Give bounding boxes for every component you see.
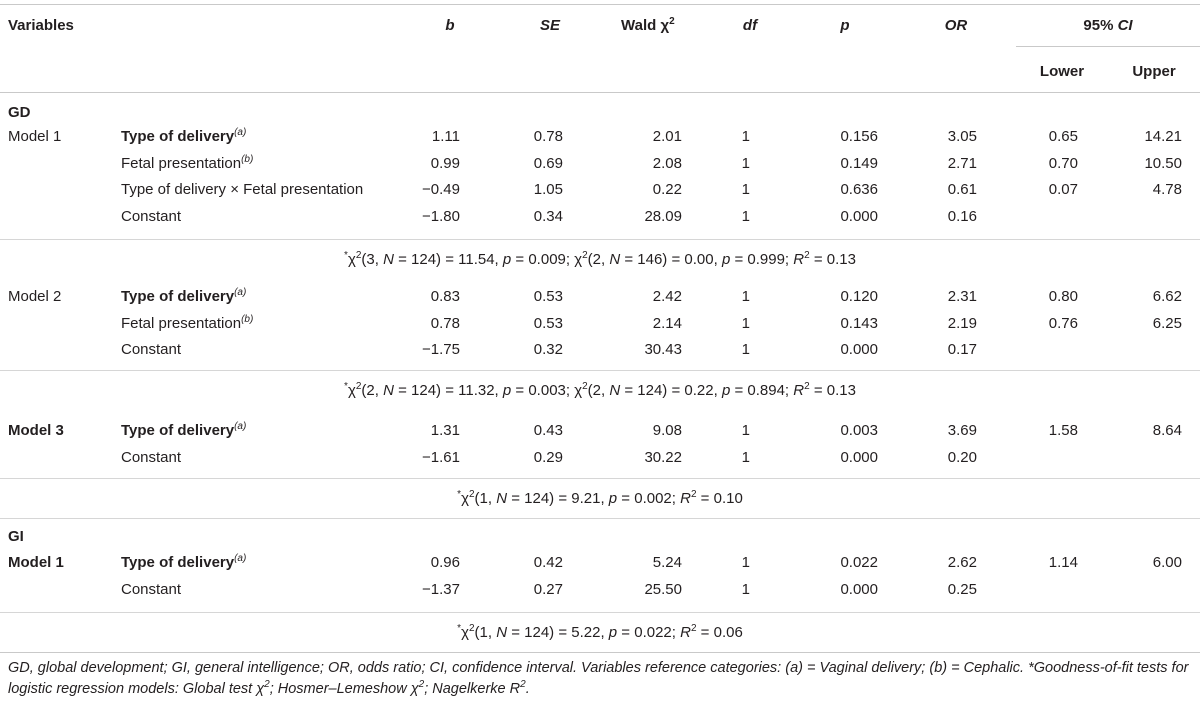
model-rule xyxy=(0,370,1200,371)
header-ci: 95% CI xyxy=(1083,17,1133,34)
header-or: OR xyxy=(944,17,968,34)
cell-wald: 2.42 xyxy=(652,288,682,305)
cell-se: 0.27 xyxy=(533,580,563,598)
variable-name: Constant xyxy=(121,580,182,598)
cell-df: 1 xyxy=(741,181,750,198)
variable-name: Fetal presentation$^{(b)}$ xyxy=(121,313,254,332)
header-lower: Lower xyxy=(1039,63,1085,80)
cell-or: 0.61 xyxy=(947,181,977,198)
cell-df: 1 xyxy=(741,448,750,466)
cell-df: 1 xyxy=(741,314,750,332)
cell-df: 1 xyxy=(741,580,750,598)
cell-p: 0.000 xyxy=(840,341,878,358)
cell-wald: 2.01 xyxy=(652,128,682,145)
top-rule xyxy=(0,4,1200,5)
cell-upper: 14.21 xyxy=(1144,128,1182,145)
model-label: Model 1 xyxy=(8,128,62,145)
header-p: p xyxy=(840,17,850,34)
cell-b: 0.99 xyxy=(430,154,460,172)
cell-b: 1.31 xyxy=(430,422,460,439)
cell-lower: 0.07 xyxy=(1048,181,1078,198)
cell-se: 0.34 xyxy=(533,207,563,225)
cell-or: 3.69 xyxy=(947,422,977,439)
goodness-of-fit-stat: $^*\chi^2(1$, N = 124) = 5.22, p = 0.022; $R^2 = 0.06$ xyxy=(457,623,743,641)
cell-b: −0.49 xyxy=(422,181,460,198)
cell-b: 1.11 xyxy=(431,128,460,145)
cell-se: 0.53 xyxy=(533,314,563,332)
cell-lower: 1.14 xyxy=(1048,554,1078,571)
model-label: Model 2 xyxy=(8,288,62,305)
cell-p: 0.143 xyxy=(840,314,878,332)
cell-lower: 1.58 xyxy=(1048,422,1078,439)
cell-df: 1 xyxy=(741,341,750,358)
cell-or: 3.05 xyxy=(947,128,977,145)
cell-wald: 2.14 xyxy=(652,314,682,332)
cell-or: 0.16 xyxy=(947,207,977,225)
cell-p: 0.000 xyxy=(840,448,878,466)
cell-p: 0.000 xyxy=(840,207,878,225)
cell-or: 0.25 xyxy=(947,580,977,598)
cell-wald: 28.09 xyxy=(644,207,682,225)
goodness-of-fit-stat: $^*\chi^2(2$, N = 124) = 11.32, p = 0.003; $\chi^2(2$, N = 124) = 0.22, p = 0.894; $R^2 = 0.13$ xyxy=(344,381,856,399)
cell-p: 0.003 xyxy=(840,422,878,439)
header-wald: Wald $\chi^2$ xyxy=(621,16,675,34)
cell-upper: 6.00 xyxy=(1152,554,1182,571)
cell-lower: 0.76 xyxy=(1048,314,1078,332)
footnote-rule xyxy=(0,652,1200,653)
cell-df: 1 xyxy=(741,288,750,305)
cell-or: 0.20 xyxy=(947,448,977,466)
cell-se: 0.29 xyxy=(533,448,563,466)
header-variables: Variables xyxy=(8,17,74,34)
variable-name: Type of delivery$^{(a)}$ xyxy=(121,287,247,305)
cell-p: 0.156 xyxy=(840,128,878,145)
cell-b: −1.75 xyxy=(422,341,460,358)
cell-or: 2.31 xyxy=(947,288,977,305)
cell-df: 1 xyxy=(741,207,750,225)
cell-or: 0.17 xyxy=(947,341,977,358)
cell-or: 2.71 xyxy=(947,154,977,172)
cell-b: 0.83 xyxy=(430,288,460,305)
section-label-gd: GD xyxy=(8,104,31,121)
cell-wald: 9.08 xyxy=(652,422,682,439)
header-se: SE xyxy=(539,17,560,34)
table-footnote: GD, global development; GI, general intelligence; OR, odds ratio; CI, confidence interval. Variables reference categories: (a) = Vaginal delivery; (b) = Cephalic. *Goodness-of-fit tests for logistic regression models: Global test $\chi^2$; Hosmer–Lemeshow $\chi^2$; Nagelkerke $R^2$. xyxy=(8,660,1189,697)
cell-wald: 5.24 xyxy=(652,554,682,571)
cell-p: 0.120 xyxy=(840,288,878,305)
cell-df: 1 xyxy=(741,128,750,145)
cell-wald: 2.08 xyxy=(652,154,682,172)
cell-upper: 10.50 xyxy=(1144,154,1182,172)
cell-b: 0.96 xyxy=(430,554,460,571)
cell-upper: 4.78 xyxy=(1152,181,1182,198)
cell-or: 2.62 xyxy=(947,554,977,571)
variable-name: Fetal presentation$^{(b)}$ xyxy=(121,153,254,172)
cell-b: −1.80 xyxy=(422,207,460,225)
cell-b: −1.37 xyxy=(422,580,460,598)
model-label: Model 1 xyxy=(8,554,64,571)
goodness-of-fit-stat: $^*\chi^2(3$, N = 124) = 11.54, p = 0.009; $\chi^2(2$, N = 146) = 0.00, p = 0.999; $R^2 = 0.13$ xyxy=(344,250,856,268)
cell-lower: 0.80 xyxy=(1048,288,1078,305)
cell-df: 1 xyxy=(741,554,750,571)
cell-p: 0.149 xyxy=(840,154,878,172)
cell-se: 0.78 xyxy=(533,128,563,145)
cell-wald: 25.50 xyxy=(644,580,682,598)
cell-se: 0.42 xyxy=(533,554,563,571)
cell-p: 0.000 xyxy=(840,580,878,598)
model-rule xyxy=(0,239,1200,240)
variable-name: Constant xyxy=(121,207,182,225)
header-rule xyxy=(0,92,1200,93)
ci-subrule xyxy=(1016,46,1200,47)
variable-name: Type of delivery × Fetal presentation xyxy=(121,181,364,198)
model-rule xyxy=(0,612,1200,613)
cell-df: 1 xyxy=(741,154,750,172)
section-label-gi: GI xyxy=(8,528,24,545)
cell-lower: 0.70 xyxy=(1048,154,1078,172)
variable-name: Constant xyxy=(121,341,182,358)
cell-wald: 30.43 xyxy=(644,341,682,358)
cell-upper: 6.62 xyxy=(1152,288,1182,305)
cell-p: 0.022 xyxy=(840,554,878,571)
cell-se: 0.43 xyxy=(533,422,563,439)
cell-upper: 8.64 xyxy=(1152,422,1182,439)
cell-se: 0.69 xyxy=(533,154,563,172)
goodness-of-fit-stat: $^*\chi^2(1$, N = 124) = 9.21, p = 0.002; $R^2 = 0.10$ xyxy=(457,489,743,507)
cell-p: 0.636 xyxy=(840,181,878,198)
cell-wald: 30.22 xyxy=(644,448,682,466)
model-rule xyxy=(0,518,1200,519)
header-df: df xyxy=(742,17,758,34)
model-rule xyxy=(0,478,1200,479)
cell-se: 0.53 xyxy=(533,288,563,305)
header-upper: Upper xyxy=(1132,63,1176,80)
cell-upper: 6.25 xyxy=(1152,314,1182,332)
model-label: Model 3 xyxy=(8,422,64,439)
cell-lower: 0.65 xyxy=(1048,128,1078,145)
cell-df: 1 xyxy=(741,422,750,439)
cell-se: 0.32 xyxy=(533,341,563,358)
variable-name: Type of delivery$^{(a)}$ xyxy=(121,421,247,439)
variable-name: Type of delivery$^{(a)}$ xyxy=(121,127,247,145)
cell-wald: 0.22 xyxy=(652,181,682,198)
cell-b: 0.78 xyxy=(430,314,460,332)
header-b: b xyxy=(445,17,455,34)
variable-name: Constant xyxy=(121,448,182,466)
cell-b: −1.61 xyxy=(422,448,460,466)
cell-or: 2.19 xyxy=(947,314,977,332)
cell-se: 1.05 xyxy=(533,181,563,198)
variable-name: Type of delivery$^{(a)}$ xyxy=(121,553,247,571)
